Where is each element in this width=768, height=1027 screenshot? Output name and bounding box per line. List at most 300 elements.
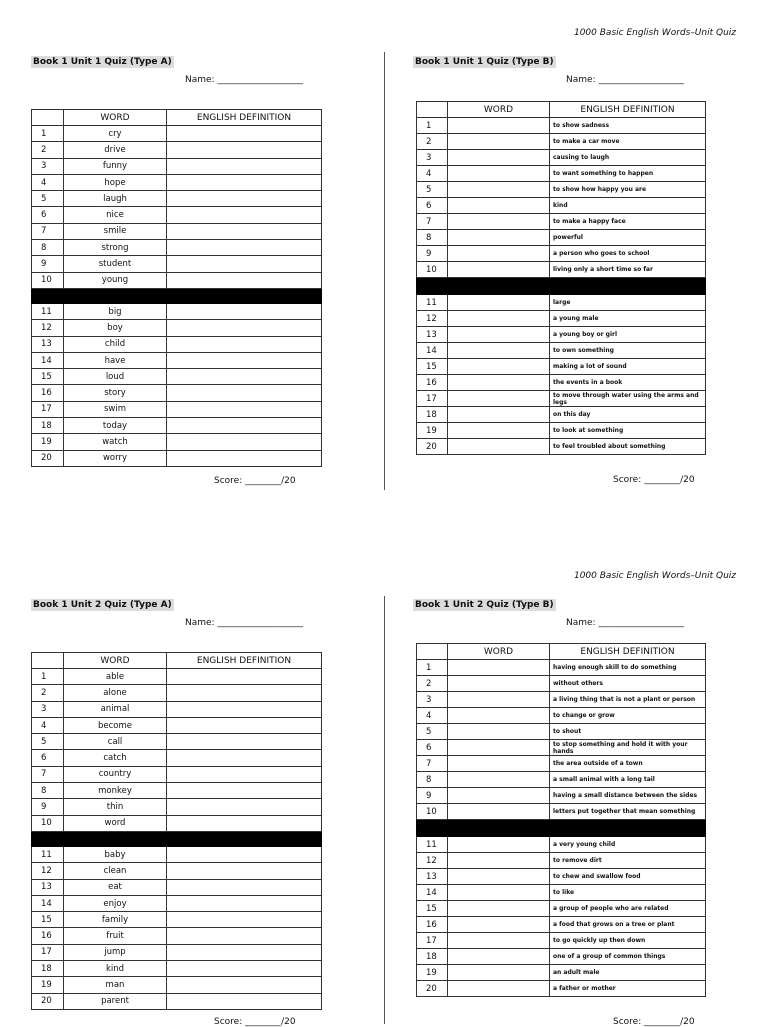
table-row — [417, 708, 706, 724]
definition-cell: a very young child — [550, 837, 706, 853]
word-cell — [448, 375, 550, 391]
word-cell — [448, 391, 550, 407]
name-field: Name: ___________________ — [185, 618, 303, 628]
quiz-table — [416, 101, 706, 455]
table-row — [417, 660, 706, 676]
definition-cell: one of a group of common things — [550, 949, 706, 965]
row-number: 9 — [32, 799, 64, 815]
section-separator — [32, 831, 322, 846]
definition-cell: living only a short time so far — [550, 262, 706, 278]
word-cell — [448, 804, 550, 820]
table-row — [417, 837, 706, 853]
word-cell — [448, 118, 550, 134]
row-number: 15 — [417, 901, 448, 917]
definition-cell: to remove dirt — [550, 853, 706, 869]
table-row — [417, 295, 706, 311]
definition-cell: kind — [550, 198, 706, 214]
definition-cell — [167, 158, 322, 174]
row-number: 10 — [32, 272, 64, 288]
row-number: 16 — [32, 928, 64, 944]
word-cell — [448, 327, 550, 343]
table-row — [417, 756, 706, 772]
table-row — [417, 375, 706, 391]
header-definition: ENGLISH DEFINITION — [550, 102, 706, 118]
word-cell — [448, 311, 550, 327]
table-row — [417, 740, 706, 756]
word-cell: student — [64, 256, 167, 272]
row-number: 18 — [32, 418, 64, 434]
word-cell — [448, 134, 550, 150]
row-number: 11 — [417, 837, 448, 853]
definition-cell — [167, 126, 322, 142]
definition-cell: a young boy or girl — [550, 327, 706, 343]
table-row — [417, 343, 706, 359]
definition-cell — [167, 450, 322, 466]
row-number: 12 — [417, 311, 448, 327]
word-cell — [448, 182, 550, 198]
row-number: 3 — [32, 701, 64, 717]
row-number: 20 — [417, 439, 448, 455]
row-number: 19 — [32, 977, 64, 993]
header-definition: ENGLISH DEFINITION — [167, 110, 322, 126]
definition-cell: making a lot of sound — [550, 359, 706, 375]
word-cell — [448, 933, 550, 949]
header-num — [32, 653, 64, 669]
definition-cell — [167, 669, 322, 685]
definition-cell — [167, 385, 322, 401]
row-number: 7 — [417, 756, 448, 772]
row-number: 20 — [32, 450, 64, 466]
word-cell: animal — [64, 701, 167, 717]
table-row — [417, 676, 706, 692]
word-cell: nice — [64, 207, 167, 223]
word-cell: jump — [64, 944, 167, 960]
table-row — [417, 917, 706, 933]
word-cell: strong — [64, 240, 167, 256]
word-cell: alone — [64, 685, 167, 701]
table-row — [417, 933, 706, 949]
definition-cell — [167, 207, 322, 223]
section-separator — [417, 820, 706, 837]
table-row — [32, 685, 322, 701]
row-number: 13 — [417, 327, 448, 343]
definition-cell: a person who goes to school — [550, 246, 706, 262]
word-cell — [448, 246, 550, 262]
table-row — [32, 223, 322, 239]
definition-cell — [167, 993, 322, 1009]
definition-cell — [167, 977, 322, 993]
definition-cell — [167, 734, 322, 750]
row-number: 5 — [32, 191, 64, 207]
word-cell: boy — [64, 320, 167, 336]
word-cell — [448, 343, 550, 359]
definition-cell: powerful — [550, 230, 706, 246]
row-number: 1 — [32, 669, 64, 685]
table-row — [32, 815, 322, 831]
table-row — [417, 118, 706, 134]
row-number: 7 — [32, 766, 64, 782]
table-row — [32, 977, 322, 993]
word-cell: enjoy — [64, 895, 167, 911]
table-row — [417, 230, 706, 246]
definition-cell: without others — [550, 676, 706, 692]
row-number: 12 — [32, 863, 64, 879]
quiz-table — [31, 109, 322, 467]
table-row — [417, 885, 706, 901]
definition-cell — [167, 879, 322, 895]
definition-cell — [167, 272, 322, 288]
quiz-title: Book 1 Unit 1 Quiz (Type A) — [33, 57, 172, 67]
definition-cell — [167, 352, 322, 368]
section-separator — [32, 288, 322, 303]
table-row — [417, 772, 706, 788]
word-cell — [448, 708, 550, 724]
row-number: 3 — [417, 692, 448, 708]
table-row — [32, 717, 322, 733]
table-row — [417, 407, 706, 423]
table-row — [417, 692, 706, 708]
word-cell: have — [64, 352, 167, 368]
table-row — [417, 262, 706, 278]
quiz-table — [416, 643, 706, 997]
word-cell: family — [64, 912, 167, 928]
header-definition: ENGLISH DEFINITION — [167, 653, 322, 669]
definition-cell — [167, 336, 322, 352]
row-number: 18 — [417, 949, 448, 965]
row-number: 16 — [417, 375, 448, 391]
table-row — [417, 901, 706, 917]
definition-cell — [167, 895, 322, 911]
score-field: Score: ________/20 — [613, 475, 695, 485]
word-cell — [448, 981, 550, 997]
table-row — [417, 981, 706, 997]
row-number: 15 — [32, 912, 64, 928]
table-row — [32, 142, 322, 158]
definition-cell — [167, 401, 322, 417]
row-number: 7 — [32, 223, 64, 239]
table-row — [32, 734, 322, 750]
column-divider — [384, 52, 385, 490]
definition-cell — [167, 928, 322, 944]
row-number: 2 — [32, 142, 64, 158]
word-cell — [448, 166, 550, 182]
definition-cell — [167, 434, 322, 450]
row-number: 7 — [417, 214, 448, 230]
row-number: 10 — [32, 815, 64, 831]
table-row — [32, 434, 322, 450]
row-number: 17 — [417, 933, 448, 949]
row-number: 14 — [417, 343, 448, 359]
word-cell — [448, 359, 550, 375]
table-row — [417, 182, 706, 198]
word-cell — [448, 214, 550, 230]
table-row — [417, 965, 706, 981]
row-number: 8 — [417, 230, 448, 246]
word-cell — [448, 407, 550, 423]
word-cell — [448, 423, 550, 439]
row-number: 8 — [32, 240, 64, 256]
word-cell — [448, 901, 550, 917]
table-row — [417, 150, 706, 166]
table-row — [417, 327, 706, 343]
definition-cell — [167, 142, 322, 158]
row-number: 11 — [417, 295, 448, 311]
table-row — [32, 303, 322, 319]
row-number: 6 — [417, 198, 448, 214]
table-row — [417, 246, 706, 262]
definition-cell — [167, 799, 322, 815]
definition-cell: on this day — [550, 407, 706, 423]
row-number: 2 — [417, 134, 448, 150]
row-number: 5 — [417, 724, 448, 740]
header-word: WORD — [448, 644, 550, 660]
word-cell: cry — [64, 126, 167, 142]
row-number: 14 — [417, 885, 448, 901]
row-number: 4 — [417, 708, 448, 724]
definition-cell: to chew and swallow food — [550, 869, 706, 885]
row-number: 11 — [32, 846, 64, 862]
word-cell: story — [64, 385, 167, 401]
header-note: 1000 Basic English Words–Unit Quiz — [573, 28, 736, 38]
definition-cell: to make a happy face — [550, 214, 706, 230]
definition-cell — [167, 303, 322, 319]
table-row — [417, 311, 706, 327]
table-row — [32, 766, 322, 782]
word-cell — [448, 756, 550, 772]
table-row — [417, 853, 706, 869]
row-number: 12 — [417, 853, 448, 869]
table-row — [32, 863, 322, 879]
definition-cell — [167, 240, 322, 256]
column-divider — [384, 596, 385, 1024]
table-row — [417, 198, 706, 214]
row-number: 1 — [417, 660, 448, 676]
word-cell — [448, 150, 550, 166]
table-row — [32, 191, 322, 207]
word-cell: man — [64, 977, 167, 993]
word-cell: clean — [64, 863, 167, 879]
definition-cell: a group of people who are related — [550, 901, 706, 917]
word-cell: today — [64, 418, 167, 434]
table-row — [417, 134, 706, 150]
header-num — [417, 102, 448, 118]
word-cell — [448, 788, 550, 804]
word-cell — [448, 917, 550, 933]
row-number: 10 — [417, 804, 448, 820]
word-cell — [448, 230, 550, 246]
word-cell — [448, 198, 550, 214]
definition-cell: to feel troubled about something — [550, 439, 706, 455]
definition-cell: to make a car move — [550, 134, 706, 150]
word-cell — [448, 772, 550, 788]
table-row — [417, 724, 706, 740]
row-number: 1 — [32, 126, 64, 142]
header-word: WORD — [64, 110, 167, 126]
row-number: 15 — [417, 359, 448, 375]
definition-cell: a small animal with a long tail — [550, 772, 706, 788]
definition-cell — [167, 256, 322, 272]
definition-cell — [167, 320, 322, 336]
word-cell: fruit — [64, 928, 167, 944]
name-field: Name: ___________________ — [566, 75, 684, 85]
definition-cell — [167, 783, 322, 799]
word-cell: parent — [64, 993, 167, 1009]
definition-cell — [167, 961, 322, 977]
header-note: 1000 Basic English Words–Unit Quiz — [573, 571, 736, 581]
row-number: 14 — [32, 352, 64, 368]
table-row — [417, 804, 706, 820]
table-row — [417, 166, 706, 182]
row-number: 14 — [32, 895, 64, 911]
row-number: 18 — [32, 961, 64, 977]
definition-cell: a father or mother — [550, 981, 706, 997]
row-number: 16 — [32, 385, 64, 401]
word-cell: eat — [64, 879, 167, 895]
section-separator — [417, 278, 706, 295]
row-number: 11 — [32, 303, 64, 319]
definition-cell — [167, 750, 322, 766]
definition-cell: causing to laugh — [550, 150, 706, 166]
row-number: 9 — [417, 246, 448, 262]
table-row — [32, 207, 322, 223]
definition-cell — [167, 863, 322, 879]
row-number: 3 — [32, 158, 64, 174]
header-num — [32, 110, 64, 126]
word-cell: kind — [64, 961, 167, 977]
table-row — [32, 912, 322, 928]
definition-cell — [167, 815, 322, 831]
table-row — [32, 174, 322, 190]
row-number: 17 — [32, 401, 64, 417]
table-row — [32, 272, 322, 288]
row-number: 9 — [32, 256, 64, 272]
definition-cell — [167, 846, 322, 862]
row-number: 13 — [32, 879, 64, 895]
row-number: 8 — [417, 772, 448, 788]
definition-cell: to go quickly up then down — [550, 933, 706, 949]
row-number: 20 — [417, 981, 448, 997]
row-number: 4 — [417, 166, 448, 182]
table-row — [417, 423, 706, 439]
definition-cell: to like — [550, 885, 706, 901]
word-cell: laugh — [64, 191, 167, 207]
definition-cell: having a small distance between the sides — [550, 788, 706, 804]
definition-cell — [167, 944, 322, 960]
quiz-title: Book 1 Unit 2 Quiz (Type A) — [33, 600, 172, 610]
word-cell — [448, 439, 550, 455]
name-field: Name: ___________________ — [566, 618, 684, 628]
table-row — [32, 783, 322, 799]
score-field: Score: ________/20 — [613, 1017, 695, 1027]
row-number: 9 — [417, 788, 448, 804]
quiz-title: Book 1 Unit 2 Quiz (Type B) — [415, 600, 554, 610]
word-cell — [448, 837, 550, 853]
table-row — [32, 895, 322, 911]
row-number: 5 — [32, 734, 64, 750]
quiz-title: Book 1 Unit 1 Quiz (Type B) — [415, 57, 554, 67]
table-row — [417, 359, 706, 375]
table-row — [32, 256, 322, 272]
row-number: 18 — [417, 407, 448, 423]
definition-cell: a young male — [550, 311, 706, 327]
row-number: 19 — [417, 965, 448, 981]
definition-cell: letters put together that mean something — [550, 804, 706, 820]
table-row — [32, 418, 322, 434]
row-number: 2 — [417, 676, 448, 692]
definition-cell: a living thing that is not a plant or person — [550, 692, 706, 708]
header-word: WORD — [64, 653, 167, 669]
row-number: 6 — [32, 750, 64, 766]
word-cell: loud — [64, 369, 167, 385]
row-number: 12 — [32, 320, 64, 336]
definition-cell: a food that grows on a tree or plant — [550, 917, 706, 933]
definition-cell — [167, 701, 322, 717]
word-cell — [448, 965, 550, 981]
word-cell: call — [64, 734, 167, 750]
word-cell: monkey — [64, 783, 167, 799]
row-number: 6 — [32, 207, 64, 223]
row-number: 19 — [417, 423, 448, 439]
table-row — [417, 949, 706, 965]
definition-cell: to own something — [550, 343, 706, 359]
table-row — [32, 961, 322, 977]
header-num — [417, 644, 448, 660]
word-cell — [448, 869, 550, 885]
table-row — [32, 385, 322, 401]
table-row — [417, 391, 706, 407]
word-cell: thin — [64, 799, 167, 815]
word-cell — [448, 295, 550, 311]
table-row — [417, 869, 706, 885]
word-cell — [448, 885, 550, 901]
row-number: 2 — [32, 685, 64, 701]
definition-cell — [167, 766, 322, 782]
row-number: 1 — [417, 118, 448, 134]
table-row — [417, 214, 706, 230]
word-cell: word — [64, 815, 167, 831]
table-row — [32, 401, 322, 417]
table-row — [32, 846, 322, 862]
definition-cell: to show sadness — [550, 118, 706, 134]
word-cell: smile — [64, 223, 167, 239]
table-row — [32, 993, 322, 1009]
word-cell — [448, 724, 550, 740]
row-number: 19 — [32, 434, 64, 450]
word-cell: child — [64, 336, 167, 352]
table-row — [32, 701, 322, 717]
row-number: 16 — [417, 917, 448, 933]
header-word: WORD — [448, 102, 550, 118]
definition-cell — [167, 369, 322, 385]
table-row — [32, 944, 322, 960]
definition-cell: to look at something — [550, 423, 706, 439]
definition-cell: large — [550, 295, 706, 311]
word-cell — [448, 949, 550, 965]
definition-cell: the events in a book — [550, 375, 706, 391]
row-number: 8 — [32, 783, 64, 799]
row-number: 13 — [32, 336, 64, 352]
word-cell: watch — [64, 434, 167, 450]
row-number: 10 — [417, 262, 448, 278]
definition-cell — [167, 717, 322, 733]
definition-cell: to show how happy you are — [550, 182, 706, 198]
word-cell: swim — [64, 401, 167, 417]
row-number: 5 — [417, 182, 448, 198]
row-number: 4 — [32, 717, 64, 733]
table-row — [32, 336, 322, 352]
table-row — [32, 799, 322, 815]
word-cell: big — [64, 303, 167, 319]
